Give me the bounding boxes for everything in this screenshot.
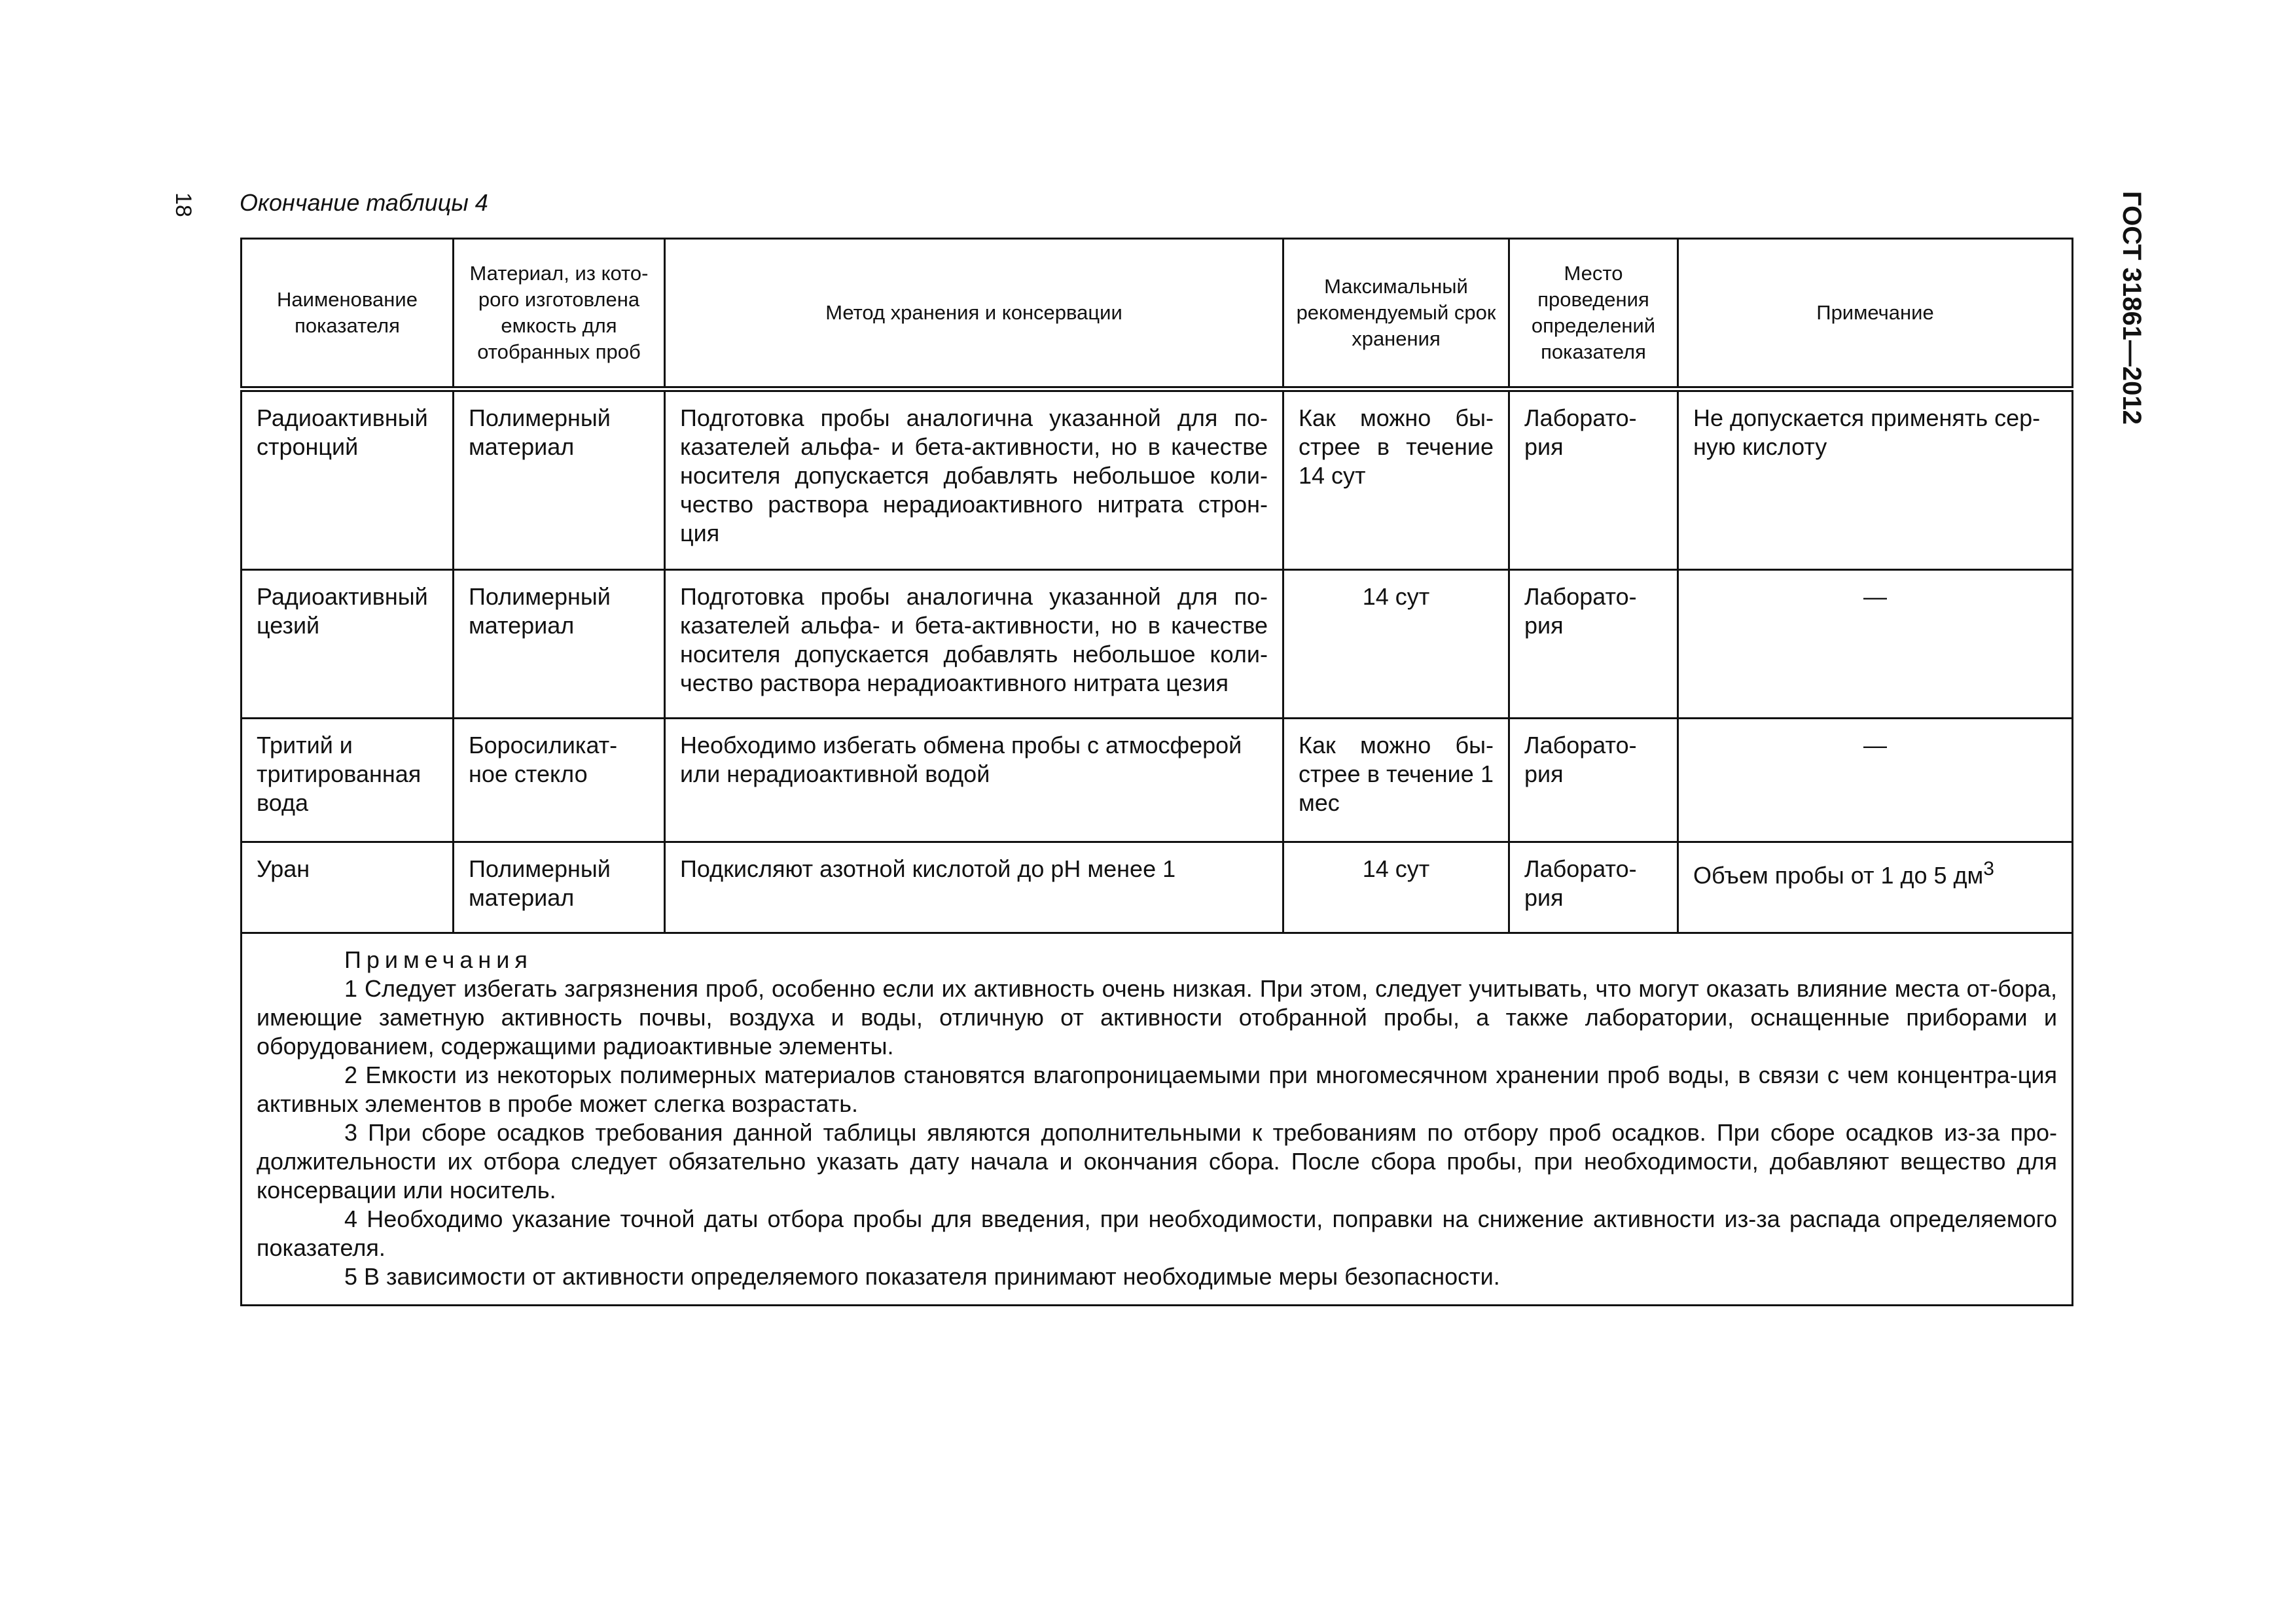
table-notes-row	[242, 933, 2073, 1306]
cell-storage-time: Как можно бы-стрее в течение 14 сут	[1283, 389, 1509, 570]
note-item: 5 В зависимости от активности определяемого показателя принимают необходимые меры безопасности.	[344, 1263, 1500, 1290]
cell-storage-time: 14 сут	[1283, 842, 1509, 933]
cell-note: Не допускается применять сер-ную кислоту	[1678, 389, 2073, 570]
cell-note: —	[1678, 570, 2073, 719]
cell-indicator: Тритий и тритированная вода	[242, 719, 454, 842]
header-material: Материал, из кото-рого изготовлена емкость для отобранных проб	[454, 239, 665, 389]
cell-method: Подготовка пробы аналогична указанной для по-казателей альфа- и бета-активности, но в качестве носителя допускается добавлять небольшое коли-чество раствора нерадиоактивного нитрата цезия	[665, 570, 1283, 719]
cell-method: Подготовка пробы аналогична указанной для по-казателей альфа- и бета-активности, но в качестве носителя допускается добавлять небольшое коли-чество раствора нерадиоактивного нитрата строн-ция	[665, 389, 1283, 570]
note-item: 3 При сборе осадков требования данной таблицы являются дополнительными к требованиям по отбору проб осадков. При сборе осадков из-за про-должительности их отбора следует обязательно указать дату начала и окончания сбора. После сбора пробы, при необходимости, добавляют вещество для консервации или носитель.	[257, 1119, 2057, 1204]
cell-method: Необходимо избегать обмена пробы с атмосферой или нерадиоактивной водой	[665, 719, 1283, 842]
header-place: Место проведения определений показателя	[1509, 239, 1678, 389]
cell-place: Лаборато-рия	[1509, 719, 1678, 842]
note-text: Объем пробы от 1 до 5 дм	[1693, 862, 1984, 889]
table-notes	[242, 933, 2073, 1306]
cell-method: Подкисляют азотной кислотой до pH менее 1	[665, 842, 1283, 933]
table-row	[242, 842, 2073, 933]
note-item: 1 Следует избегать загрязнения проб, особенно если их активность очень низкая. При этом, следует учитывать, что могут оказать влияние места от-бора, имеющие заметную активность почвы, воздуха и воды, отличную от активности отобранной пробы, а также лаборатории, оснащенные приборами и оборудованием, содержащими радиоактивные элементы.	[257, 975, 2057, 1060]
cell-place: Лаборато-рия	[1509, 389, 1678, 570]
table-header-row	[242, 239, 2073, 389]
cell-storage-time: Как можно бы-стрее в течение 1 мес	[1283, 719, 1509, 842]
cell-material: Полимерный материал	[454, 389, 665, 570]
note-item: 4 Необходимо указание точной даты отбора пробы для введения, при необходимости, поправки на снижение активности из-за распада определяемого показателя.	[257, 1205, 2057, 1261]
storage-table	[240, 238, 2073, 1306]
cell-material: Полимерный материал	[454, 570, 665, 719]
page-number: 18	[171, 192, 196, 217]
header-storage-time: Максимальный рекомендуемый срок хранения	[1283, 239, 1509, 389]
cell-place: Лаборато-рия	[1509, 570, 1678, 719]
header-note: Примечание	[1678, 239, 2073, 389]
note-item: 2 Емкости из некоторых полимерных материалов становятся влагопроницаемыми при многомесячном хранении проб воды, в связи с чем концентра-ция активных элементов в пробе может слегка возрастать.	[257, 1061, 2057, 1117]
cell-material: Полимерный материал	[454, 842, 665, 933]
cell-indicator: Радиоактивный цезий	[242, 570, 454, 719]
note-superscript: 3	[1983, 858, 1994, 880]
cell-note	[1678, 842, 2073, 933]
document-code: ГОСТ 31861—2012	[2117, 191, 2146, 425]
cell-place: Лаборато-рия	[1509, 842, 1678, 933]
table-row	[242, 719, 2073, 842]
cell-note: —	[1678, 719, 2073, 842]
cell-storage-time: 14 сут	[1283, 570, 1509, 719]
cell-indicator: Радиоактивный стронций	[242, 389, 454, 570]
header-method: Метод хранения и консервации	[665, 239, 1283, 389]
table-continuation-label: Окончание таблицы 4	[240, 189, 488, 216]
cell-material: Боросиликат-ное стекло	[454, 719, 665, 842]
cell-indicator: Уран	[242, 842, 454, 933]
notes-title: Примечания	[344, 946, 533, 973]
table-row	[242, 389, 2073, 570]
table-row	[242, 570, 2073, 719]
header-indicator: Наименование показателя	[242, 239, 454, 389]
